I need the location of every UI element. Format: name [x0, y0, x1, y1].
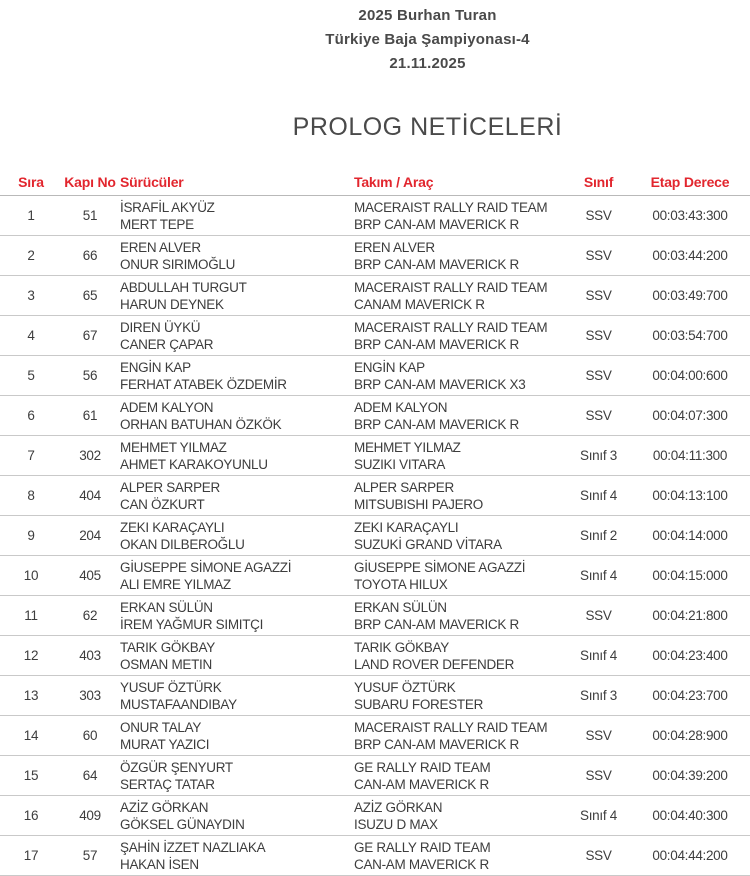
codriver-name: HARUN DEYNEK: [120, 296, 224, 312]
codriver-name: ONUR SIRIMOĞLU: [120, 256, 236, 272]
door-number-cell: 404: [62, 476, 118, 516]
vehicle-name: CAN-AM MAVERICK R: [354, 856, 489, 872]
team-name: ADEM KALYON: [354, 399, 448, 415]
codriver-name: MUSTAFAANDIBAY: [120, 696, 237, 712]
results-table: [0, 169, 750, 876]
drivers-cell: [118, 436, 352, 476]
table-row: [0, 476, 750, 516]
team-vehicle-cell: [352, 836, 567, 876]
driver-name: ONUR TALAY: [120, 719, 202, 735]
vehicle-name: SUZIKI VITARA: [354, 456, 446, 472]
class-cell: SSV: [567, 756, 630, 796]
rank-cell: 3: [0, 276, 62, 316]
team-vehicle-cell: [352, 556, 567, 596]
codriver-name: GÖKSEL GÜNAYDIN: [120, 816, 245, 832]
vehicle-name: BRP CAN-AM MAVERICK R: [354, 736, 519, 752]
codriver-name: SERTAÇ TATAR: [120, 776, 215, 792]
class-cell: Sınıf 2: [567, 516, 630, 556]
rank-cell: 17: [0, 836, 62, 876]
vehicle-name: BRP CAN-AM MAVERICK R: [354, 216, 519, 232]
team-name: EREN ALVER: [354, 239, 435, 255]
codriver-name: AHMET KARAKOYUNLU: [120, 456, 268, 472]
vehicle-name: CAN-AM MAVERICK R: [354, 776, 489, 792]
team-name: MACERAIST RALLY RAID TEAM: [354, 279, 548, 295]
table-row: [0, 796, 750, 836]
stage-time-cell: 00:04:00:600: [630, 356, 750, 396]
class-cell: SSV: [567, 276, 630, 316]
drivers-cell: [118, 516, 352, 556]
door-number-cell: 403: [62, 636, 118, 676]
stage-time-cell: 00:03:43:300: [630, 196, 750, 236]
rank-cell: 4: [0, 316, 62, 356]
stage-time-cell: 00:04:11:300: [630, 436, 750, 476]
rank-cell: 16: [0, 796, 62, 836]
rank-cell: 2: [0, 236, 62, 276]
team-vehicle-cell: [352, 636, 567, 676]
rank-cell: 7: [0, 436, 62, 476]
class-cell: Sınıf 4: [567, 796, 630, 836]
team-vehicle-cell: [352, 756, 567, 796]
team-name: AZİZ GÖRKAN: [354, 799, 443, 815]
door-number-cell: 409: [62, 796, 118, 836]
codriver-name: OKAN DILBEROĞLU: [120, 536, 245, 552]
codriver-name: OSMAN METIN: [120, 656, 212, 672]
team-vehicle-cell: [352, 516, 567, 556]
driver-name: ZEKI KARAÇAYLI: [120, 519, 225, 535]
driver-name: MEHMET YILMAZ: [120, 439, 227, 455]
class-cell: SSV: [567, 716, 630, 756]
team-vehicle-cell: [352, 596, 567, 636]
drivers-cell: [118, 276, 352, 316]
drivers-cell: [118, 676, 352, 716]
stage-time-cell: 00:03:54:700: [630, 316, 750, 356]
door-number-cell: 60: [62, 716, 118, 756]
col-header-class: Sınıf: [567, 169, 630, 196]
table-row: [0, 836, 750, 876]
stage-time-cell: 00:04:23:700: [630, 676, 750, 716]
driver-name: ADEM KALYON: [120, 399, 214, 415]
door-number-cell: 61: [62, 396, 118, 436]
door-number-cell: 66: [62, 236, 118, 276]
class-cell: SSV: [567, 396, 630, 436]
team-name: GE RALLY RAID TEAM: [354, 759, 491, 775]
driver-name: EREN ALVER: [120, 239, 201, 255]
door-number-cell: 405: [62, 556, 118, 596]
codriver-name: ALI EMRE YILMAZ: [120, 576, 231, 592]
team-name: GE RALLY RAID TEAM: [354, 839, 491, 855]
team-vehicle-cell: [352, 436, 567, 476]
door-number-cell: 67: [62, 316, 118, 356]
table-row: [0, 396, 750, 436]
class-cell: SSV: [567, 196, 630, 236]
team-name: ENGİN KAP: [354, 359, 425, 375]
team-vehicle-cell: [352, 716, 567, 756]
driver-name: ERKAN SÜLÜN: [120, 599, 213, 615]
rank-cell: 13: [0, 676, 62, 716]
drivers-cell: [118, 236, 352, 276]
team-name: ERKAN SÜLÜN: [354, 599, 447, 615]
team-name: ALPER SARPER: [354, 479, 454, 495]
class-cell: Sınıf 4: [567, 636, 630, 676]
driver-name: DIREN ÜYKÜ: [120, 319, 201, 335]
table-row: [0, 716, 750, 756]
col-header-team-vehicle: Takım / Araç: [352, 169, 567, 196]
rank-cell: 1: [0, 196, 62, 236]
vehicle-name: CANAM MAVERICK R: [354, 296, 485, 312]
vehicle-name: BRP CAN-AM MAVERICK X3: [354, 376, 526, 392]
drivers-cell: [118, 556, 352, 596]
driver-name: ŞAHİN İZZET NAZLIAKA: [120, 839, 266, 855]
col-header-rank: Sıra: [0, 169, 62, 196]
team-name: MACERAIST RALLY RAID TEAM: [354, 199, 548, 215]
table-row: [0, 276, 750, 316]
page-title: PROLOG NETİCELERİ: [292, 113, 563, 141]
vehicle-name: SUBARU FORESTER: [354, 696, 484, 712]
class-cell: SSV: [567, 836, 630, 876]
team-vehicle-cell: [352, 796, 567, 836]
class-cell: Sınıf 4: [567, 476, 630, 516]
door-number-cell: 64: [62, 756, 118, 796]
stage-time-cell: 00:04:40:300: [630, 796, 750, 836]
team-vehicle-cell: [352, 476, 567, 516]
codriver-name: FERHAT ATABEK ÖZDEMİR: [120, 376, 287, 392]
event-date: 21.11.2025: [389, 55, 466, 72]
table-row: [0, 516, 750, 556]
team-name: MACERAIST RALLY RAID TEAM: [354, 719, 548, 735]
driver-name: ÖZGÜR ŞENYURT: [120, 759, 233, 775]
codriver-name: CANER ÇAPAR: [120, 336, 214, 352]
team-vehicle-cell: [352, 356, 567, 396]
vehicle-name: BRP CAN-AM MAVERICK R: [354, 616, 519, 632]
stage-time-cell: 00:04:21:800: [630, 596, 750, 636]
rank-cell: 10: [0, 556, 62, 596]
drivers-cell: [118, 356, 352, 396]
class-cell: SSV: [567, 596, 630, 636]
driver-name: ENGİN KAP: [120, 359, 191, 375]
drivers-cell: [118, 316, 352, 356]
drivers-cell: [118, 636, 352, 676]
drivers-cell: [118, 716, 352, 756]
col-header-stage-time: Etap Derece: [630, 169, 750, 196]
codriver-name: ORHAN BATUHAN ÖZKÖK: [120, 416, 282, 432]
rank-cell: 5: [0, 356, 62, 396]
stage-time-cell: 00:03:49:700: [630, 276, 750, 316]
header-row: [0, 169, 750, 196]
table-row: [0, 316, 750, 356]
vehicle-name: BRP CAN-AM MAVERICK R: [354, 336, 519, 352]
stage-time-cell: 00:04:39:200: [630, 756, 750, 796]
team-name: YUSUF ÖZTÜRK: [354, 679, 456, 695]
stage-time-cell: 00:04:28:900: [630, 716, 750, 756]
col-header-drivers: Sürücüler: [118, 169, 352, 196]
vehicle-name: TOYOTA HILUX: [354, 576, 448, 592]
door-number-cell: 51: [62, 196, 118, 236]
team-vehicle-cell: [352, 196, 567, 236]
door-number-cell: 57: [62, 836, 118, 876]
vehicle-name: BRP CAN-AM MAVERICK R: [354, 416, 519, 432]
table-row: [0, 556, 750, 596]
stage-time-cell: 00:04:44:200: [630, 836, 750, 876]
codriver-name: İREM YAĞMUR SIMITÇI: [120, 616, 264, 632]
vehicle-name: LAND ROVER DEFENDER: [354, 656, 515, 672]
team-vehicle-cell: [352, 236, 567, 276]
table-row: [0, 676, 750, 716]
results-table-header: [0, 169, 750, 196]
class-cell: Sınıf 3: [567, 676, 630, 716]
team-name: ZEKI KARAÇAYLI: [354, 519, 459, 535]
rank-cell: 6: [0, 396, 62, 436]
table-row: [0, 756, 750, 796]
door-number-cell: 302: [62, 436, 118, 476]
stage-time-cell: 00:04:23:400: [630, 636, 750, 676]
door-number-cell: 56: [62, 356, 118, 396]
rank-cell: 12: [0, 636, 62, 676]
team-vehicle-cell: [352, 676, 567, 716]
driver-name: GİUSEPPE SİMONE AGAZZİ: [120, 559, 292, 575]
stage-time-cell: 00:04:13:100: [630, 476, 750, 516]
codriver-name: MURAT YAZICI: [120, 736, 210, 752]
drivers-cell: [118, 196, 352, 236]
driver-name: AZİZ GÖRKAN: [120, 799, 209, 815]
table-row: [0, 596, 750, 636]
team-vehicle-cell: [352, 396, 567, 436]
rank-cell: 11: [0, 596, 62, 636]
table-row: [0, 356, 750, 396]
drivers-cell: [118, 596, 352, 636]
stage-time-cell: 00:04:15:000: [630, 556, 750, 596]
table-row: [0, 236, 750, 276]
class-cell: SSV: [567, 236, 630, 276]
table-row: [0, 436, 750, 476]
door-number-cell: 303: [62, 676, 118, 716]
table-row: [0, 636, 750, 676]
team-name: GİUSEPPE SİMONE AGAZZİ: [354, 559, 526, 575]
event-header: [105, 0, 750, 76]
class-cell: SSV: [567, 356, 630, 396]
vehicle-name: SUZUKİ GRAND VİTARA: [354, 536, 502, 552]
results-table-body: [0, 196, 750, 876]
team-vehicle-cell: [352, 316, 567, 356]
team-name: MEHMET YILMAZ: [354, 439, 461, 455]
driver-name: YUSUF ÖZTÜRK: [120, 679, 222, 695]
team-name: TARIK GÖKBAY: [354, 639, 449, 655]
drivers-cell: [118, 396, 352, 436]
event-championship: Türkiye Baja Şampiyonası-4: [325, 31, 530, 48]
event-title: 2025 Burhan Turan: [358, 7, 497, 24]
team-vehicle-cell: [352, 276, 567, 316]
door-number-cell: 62: [62, 596, 118, 636]
team-name: MACERAIST RALLY RAID TEAM: [354, 319, 548, 335]
door-number-cell: 65: [62, 276, 118, 316]
door-number-cell: 204: [62, 516, 118, 556]
driver-name: ALPER SARPER: [120, 479, 220, 495]
class-cell: Sınıf 4: [567, 556, 630, 596]
class-cell: Sınıf 3: [567, 436, 630, 476]
class-cell: SSV: [567, 316, 630, 356]
stage-time-cell: 00:03:44:200: [630, 236, 750, 276]
vehicle-name: MITSUBISHI PAJERO: [354, 496, 483, 512]
table-row: [0, 196, 750, 236]
drivers-cell: [118, 796, 352, 836]
codriver-name: CAN ÖZKURT: [120, 496, 205, 512]
driver-name: TARIK GÖKBAY: [120, 639, 215, 655]
driver-name: İSRAFİL AKYÜZ: [120, 199, 215, 215]
stage-time-cell: 00:04:14:000: [630, 516, 750, 556]
codriver-name: HAKAN İSEN: [120, 856, 199, 872]
driver-name: ABDULLAH TURGUT: [120, 279, 247, 295]
col-header-door-no: Kapı No: [62, 169, 118, 196]
rank-cell: 14: [0, 716, 62, 756]
codriver-name: MERT TEPE: [120, 216, 194, 232]
rank-cell: 8: [0, 476, 62, 516]
rank-cell: 15: [0, 756, 62, 796]
vehicle-name: ISUZU D MAX: [354, 816, 438, 832]
drivers-cell: [118, 836, 352, 876]
drivers-cell: [118, 756, 352, 796]
rank-cell: 9: [0, 516, 62, 556]
stage-time-cell: 00:04:07:300: [630, 396, 750, 436]
drivers-cell: [118, 476, 352, 516]
vehicle-name: BRP CAN-AM MAVERICK R: [354, 256, 519, 272]
